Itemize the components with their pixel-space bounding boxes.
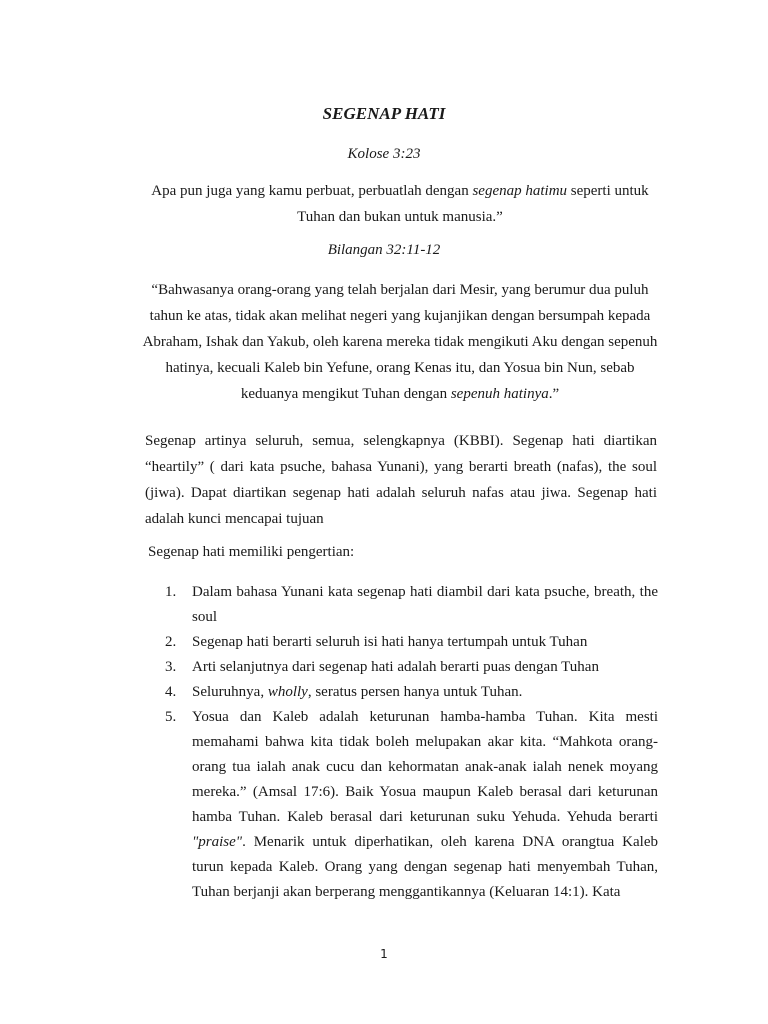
list-number: 4.	[165, 684, 177, 700]
quote-text: seperti untuk Tuhan dan bukan untuk manusia.”	[297, 183, 649, 225]
list-emphasis: wholly	[267, 684, 308, 700]
verse-quote-bilangan	[140, 277, 660, 407]
verse-reference-bilangan: Bilangan 32:11-12	[327, 242, 441, 258]
quote-emphasis: sepenuh hatinya	[450, 386, 549, 402]
list-text: Segenap hati berarti seluruh isi hati hanya tertumpah untuk Tuhan	[192, 634, 588, 650]
list-text: . Menarik untuk diperhatikan, oleh karena DNA orangtua Kaleb turun kepada Kaleb. Orang yang dengan segenap hati menyembah Tuhan, Tuhan berjanji akan berperang menggantikannya (Keluaran 14:1). Kata	[192, 834, 658, 900]
quote-emphasis: segenap hatimu	[472, 183, 568, 199]
list-item	[165, 580, 658, 630]
verse-quote-kolose	[140, 178, 660, 230]
list-number: 2.	[165, 634, 177, 650]
quote-text: .”	[548, 386, 560, 402]
list-number: 1.	[165, 584, 177, 600]
list-item	[165, 705, 658, 905]
list-text: Arti selanjutnya dari segenap hati adalah berarti puas dengan Tuhan	[192, 659, 599, 675]
list-number: 5.	[165, 709, 177, 725]
list-item	[165, 680, 658, 705]
list-emphasis: "praise"	[192, 834, 243, 850]
list-text: Seluruhnya,	[192, 684, 268, 700]
definition-paragraph: Segenap artinya seluruh, semua, selengkapnya (KBBI). Segenap hati diartikan “heartily” ( dari kata psuche, bahasa Yunani), yang berarti breath (nafas), the soul (jiwa). Dapat diartikan segenap hati adalah seluruh nafas atau jiwa. Segenap hati adalah kunci mencapai tujuan	[145, 433, 657, 527]
list-number: 3.	[165, 659, 177, 675]
list-item	[165, 630, 658, 655]
list-text: , seratus persen hanya untuk Tuhan.	[307, 684, 523, 700]
list-text: Dalam bahasa Yunani kata segenap hati diambil dari kata psuche, breath, the soul	[192, 584, 658, 625]
page-title: SEGENAP HATI	[322, 104, 446, 123]
list-intro: Segenap hati memiliki pengertian:	[148, 544, 355, 560]
quote-text: “Bahwasanya orang-orang yang telah berjalan dari Mesir, yang berumur dua puluh tahun ke atas, tidak akan melihat negeri yang kujanjikan dengan bersumpah kepada Abraham, Ishak dan Yakub, oleh karena mereka tidak mengikuti Aku dengan sepenuh hatinya, kecuali Kaleb bin Yefune, orang Kenas itu, dan Yosua bin Nun, sebab keduanya mengikut Tuhan dengan	[142, 282, 658, 402]
meaning-list	[165, 580, 658, 905]
list-text: Yosua dan Kaleb adalah keturunan hamba-hamba Tuhan. Kita mesti memahami bahwa kita tidak boleh melupakan akar kita. “Mahkota orang-orang tua ialah anak cucu dan kehormatan anak-anak ialah nenek moyang mereka.” (Amsal 17:6). Baik Yosua maupun Kaleb berasal dari keturunan hamba Tuhan. Kaleb berasal dari keturunan suku Yehuda. Yehuda berarti	[192, 709, 658, 825]
list-item	[165, 655, 658, 680]
page-number: 1	[380, 947, 388, 961]
quote-text: Apa pun juga yang kamu perbuat, perbuatlah dengan	[151, 183, 473, 199]
verse-reference-kolose: Kolose 3:23	[347, 146, 421, 162]
